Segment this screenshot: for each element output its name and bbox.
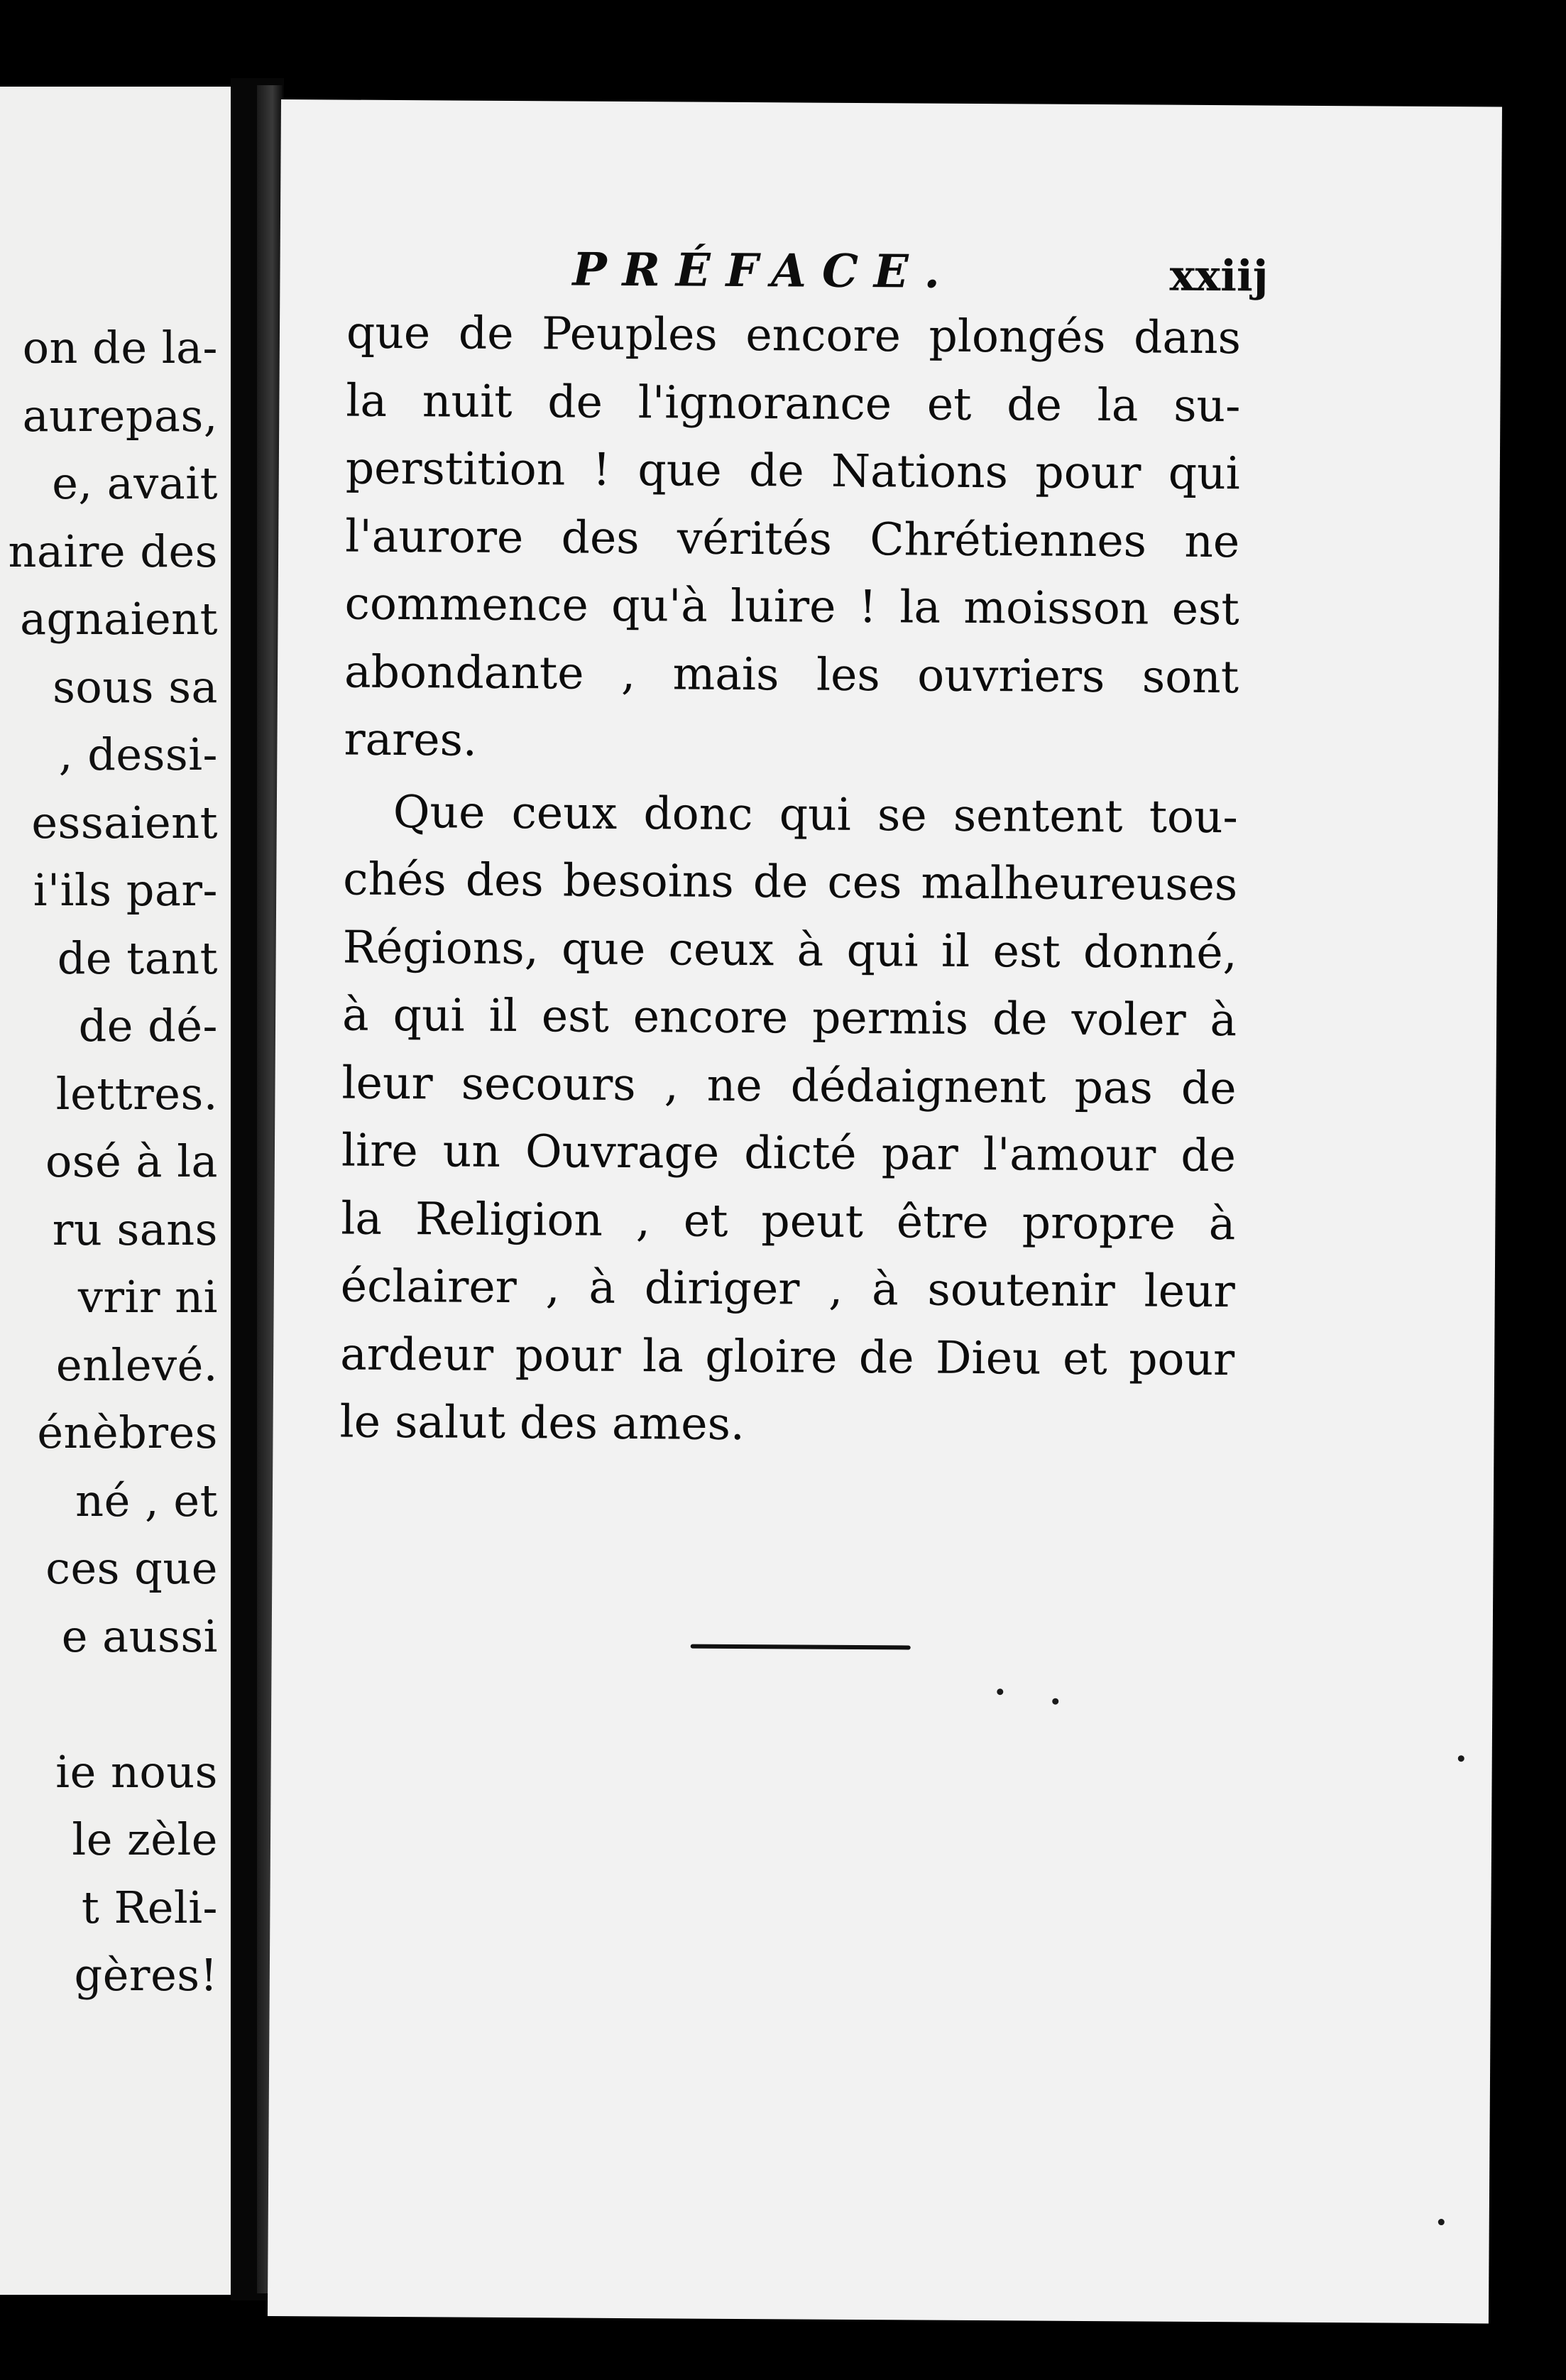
left-line: t Reli- <box>81 1881 218 1933</box>
left-line: gères! <box>74 1949 218 2001</box>
left-line: osé à la <box>45 1135 218 1187</box>
text-line: Régions, que ceux à qui il est donné, <box>342 921 1237 978</box>
left-line: enlevé. <box>55 1338 218 1391</box>
text-line: abondante , mais les ouvriers sont <box>344 645 1239 703</box>
ink-speck <box>1458 1755 1464 1762</box>
text-line: ardeur pour la gloire de Dieu et pour <box>339 1328 1235 1385</box>
left-line: e, avait <box>52 457 218 509</box>
left-line: aurepas, <box>22 389 218 442</box>
text-line: rares. <box>344 713 478 766</box>
text-line: perstition ! que de Nations pour qui <box>345 442 1241 500</box>
left-line: ces que <box>45 1542 218 1594</box>
left-line: ru sans <box>52 1203 218 1255</box>
left-line: énèbres <box>37 1407 218 1458</box>
page-number: xxiij <box>1169 251 1269 302</box>
text-line: la Religion , et peut être propre à <box>341 1192 1236 1250</box>
text-line: lire un Ouvrage dicté par l'amour de <box>341 1124 1237 1182</box>
body-text <box>339 299 1241 1461</box>
ink-speck <box>1438 2219 1445 2225</box>
left-line: sous sa <box>53 660 218 713</box>
left-line: lettres. <box>55 1067 218 1120</box>
left-line: ie nous <box>55 1745 218 1798</box>
text-line: commence qu'à luire ! la moisson est <box>344 577 1239 635</box>
left-page-text <box>0 314 218 2009</box>
text-line: l'aurore des vérités Chrétiennes ne <box>345 510 1240 567</box>
paragraph-2 <box>339 777 1238 1461</box>
text-line: que de Peuples encore plongés dans <box>346 306 1242 364</box>
text-line: le salut des ames. <box>339 1395 745 1451</box>
left-line: on de la- <box>22 322 218 373</box>
left-line: essaient <box>31 796 218 848</box>
left-line: né , et <box>75 1474 218 1527</box>
left-line: naire des <box>8 525 218 577</box>
text-line: à qui il est encore permis de voler à <box>341 988 1237 1047</box>
left-line: agnaient <box>20 593 218 645</box>
text-line: Que ceux donc qui se sentent tou- <box>393 785 1239 843</box>
left-line: vrir ni <box>77 1271 218 1323</box>
text-line: leur secours , ne dédaignent pas de <box>341 1057 1237 1114</box>
left-line: de dé- <box>78 1000 218 1052</box>
end-rule <box>691 1644 911 1650</box>
text-line: éclairer , à diriger , à soutenir leur <box>340 1260 1235 1318</box>
left-page <box>0 87 231 2295</box>
main-page <box>268 99 1502 2323</box>
left-line: de tant <box>57 932 218 984</box>
left-line: i'ils par- <box>33 864 218 916</box>
left-line: , dessi- <box>58 728 218 780</box>
left-line: le zèle <box>72 1813 218 1865</box>
paragraph-1 <box>344 299 1241 779</box>
left-line: e aussi <box>61 1610 218 1662</box>
ink-speck <box>1052 1698 1058 1705</box>
running-head-title: PRÉFACE. <box>572 243 956 299</box>
left-line <box>0 1670 218 1738</box>
ink-speck <box>997 1688 1003 1695</box>
text-line: chés des besoins de ces malheureuses <box>343 853 1238 911</box>
text-line: la nuit de l'ignorance et de la su- <box>346 374 1241 432</box>
